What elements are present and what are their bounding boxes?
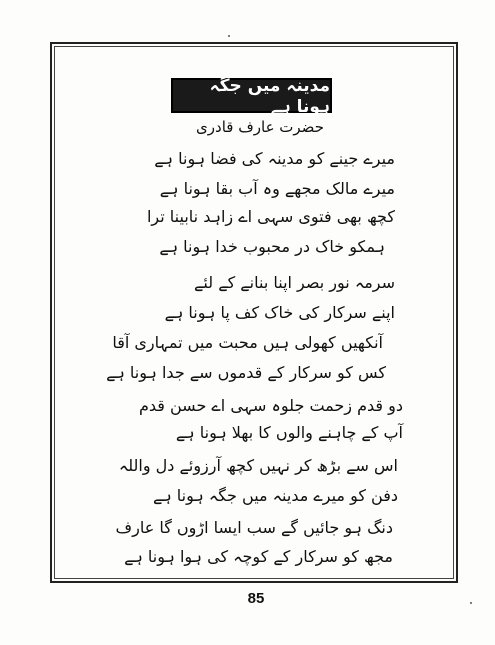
verse-line-6: اپنے سرکار کی خاک کف پا ہونا ہے [164, 303, 395, 322]
verse-line-12: دفن کو میرے مدینہ میں جگہ ہونا ہے [152, 486, 398, 505]
verse-line-4: ہمکو خاک در محبوب خدا ہونا ہے [159, 237, 385, 256]
verse-line-2: میرے مالک مجھے وہ آب بقا ہونا ہے [159, 179, 395, 198]
page-number: 85 [247, 590, 265, 607]
poem-title [171, 75, 332, 117]
verse-line-9: دو قدم زحمت جلوہ سہی اے حسن قدم [138, 396, 403, 415]
verse-line-5: سرمہ نور بصر اپنا بنانے کے لئے [194, 273, 395, 292]
verse-line-13: دنگ ہو جائیں گے سب ایسا اڑوں گا عارف [115, 518, 393, 537]
poem-title-text: مدینہ میں جگہ ہونا ہے [209, 75, 330, 117]
verse-line-11: اس سے بڑھ کر نہیں کچھ آرزوئے دل واللہ [118, 456, 398, 475]
verse-line-1: میرے جینے کو مدینہ کی فضا ہونا ہے [154, 149, 395, 168]
scan-speck [470, 602, 472, 604]
verse-line-14: مجھ کو سرکار کے کوچہ کی ہوا ہونا ہے [124, 547, 393, 566]
verse-line-3: کچھ بھی فتوی سہی اے زاہد نابینا ترا [146, 207, 395, 226]
verse-line-8: کس کو سرکار کے قدموں سے جدا ہونا ہے [106, 363, 386, 382]
verse-line-10: آپ کے چاہنے والوں کا بھلا ہونا ہے [175, 423, 403, 442]
poet-name: حضرت عارف قادری [196, 118, 324, 136]
verse-line-7: آنکھیں کھولی ہیں محبت میں تمہاری آقا [112, 333, 383, 352]
scan-speck [228, 35, 230, 37]
